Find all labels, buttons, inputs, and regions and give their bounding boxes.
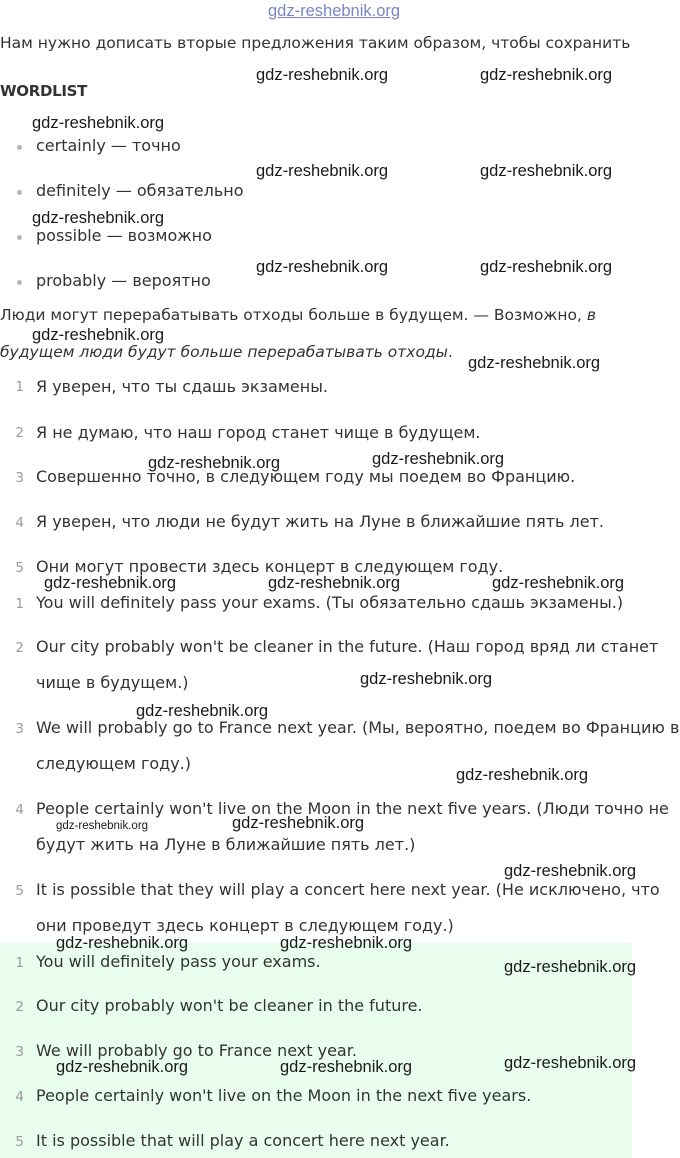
example-italic: в	[586, 306, 596, 324]
translation-line: People certainly won't live on the Moon in the next five years. (Люди точно не	[36, 799, 669, 818]
watermark: gdz-reshebnik.org	[136, 702, 269, 720]
answer-sentence: We will probably go to France next year.	[36, 1041, 357, 1060]
bullet-icon	[17, 280, 22, 285]
example-line-2	[0, 343, 453, 361]
watermark: gdz-reshebnik.org	[480, 162, 613, 180]
watermark: gdz-reshebnik.org	[360, 670, 493, 688]
bullet-icon	[17, 190, 22, 195]
watermark: gdz-reshebnik.org	[504, 862, 637, 880]
translation-line: они проведут здесь концерт в следующем году.)	[36, 916, 454, 935]
item-number: 1	[15, 955, 24, 971]
site-watermark-link[interactable]: gdz-reshebnik.org	[268, 2, 401, 20]
wordlist-title: WORDLIST	[0, 82, 88, 100]
watermark: gdz-reshebnik.org	[56, 1058, 189, 1076]
example-end: .	[447, 343, 453, 361]
answer-sentence: It is possible that will play a concert here next year.	[36, 1131, 450, 1150]
example-plain: Люди могут перерабатывать отходы больше в будущем. — Возможно,	[0, 306, 587, 324]
task-sentence: Они могут провести здесь концерт в следующем году.	[36, 557, 504, 576]
item-number: 5	[15, 1134, 24, 1150]
item-number: 2	[15, 640, 24, 656]
wordlist-item-text: probably — вероятно	[36, 271, 211, 290]
watermark: gdz-reshebnik.org	[468, 354, 601, 372]
bullet-icon	[17, 235, 22, 240]
watermark: gdz-reshebnik.org	[32, 209, 165, 227]
example-italic: будущем люди будут больше перерабатывать отходы	[0, 343, 448, 361]
translation-line: We will probably go to France next year. (Мы, вероятно, поедем во Францию в	[36, 718, 680, 737]
watermark: gdz-reshebnik.org	[32, 326, 165, 344]
item-number: 4	[15, 802, 24, 818]
translation-line: You will definitely pass your exams. (Ты обязательно сдашь экзамены.)	[36, 593, 624, 612]
example-line-1	[0, 306, 596, 324]
bullet-icon	[17, 145, 22, 150]
item-number: 3	[15, 721, 24, 737]
watermark: gdz-reshebnik.org	[256, 162, 389, 180]
item-number: 2	[15, 999, 24, 1015]
wordlist-item-text: possible — возможно	[36, 226, 212, 245]
watermark: gdz-reshebnik.org	[372, 450, 505, 468]
task-sentence: Я уверен, что ты сдашь экзамены.	[36, 377, 328, 396]
wordlist-item-text: definitely — обязательно	[36, 181, 244, 200]
answer-sentence: You will definitely pass your exams.	[36, 952, 321, 971]
task-sentence: Я не думаю, что наш город станет чище в будущем.	[36, 423, 481, 442]
task-sentence: Совершенно точно, в следующем году мы поедем во Францию.	[36, 467, 576, 486]
item-number: 3	[15, 1044, 24, 1060]
watermark: gdz-reshebnik.org	[456, 766, 589, 784]
item-number: 5	[15, 560, 24, 576]
watermark: gdz-reshebnik.org	[480, 258, 613, 276]
watermark: gdz-reshebnik.org	[280, 1058, 413, 1076]
watermark: gdz-reshebnik.org	[148, 454, 281, 472]
answer-sentence: Our city probably won't be cleaner in the future.	[36, 996, 423, 1015]
item-number: 2	[15, 425, 24, 441]
translation-line: чище в будущем.)	[36, 673, 189, 692]
translation-line: Our city probably won't be cleaner in the future. (Наш город вряд ли станет	[36, 637, 659, 656]
watermark: gdz-reshebnik.org	[56, 820, 149, 832]
item-number: 4	[15, 1089, 24, 1105]
answer-sentence: People certainly won't live on the Moon in the next five years.	[36, 1086, 532, 1105]
item-number: 3	[15, 470, 24, 486]
item-number: 1	[15, 379, 24, 395]
translation-line: будут жить на Луне в ближайшие пять лет.)	[36, 835, 416, 854]
watermark: gdz-reshebnik.org	[32, 114, 165, 132]
watermark: gdz-reshebnik.org	[480, 66, 613, 84]
watermark: gdz-reshebnik.org	[256, 66, 389, 84]
wordlist-item-text: certainly — точно	[36, 136, 181, 155]
watermark: gdz-reshebnik.org	[280, 934, 413, 952]
watermark: gdz-reshebnik.org	[232, 814, 365, 832]
watermark: gdz-reshebnik.org	[56, 934, 189, 952]
translation-line: следующем году.)	[36, 754, 191, 773]
item-number: 5	[15, 883, 24, 899]
translation-line: It is possible that they will play a concert here next year. (Не исключено, что	[36, 880, 660, 899]
intro-text: Нам нужно дописать вторые предложения таким образом, чтобы сохранить	[0, 34, 631, 52]
item-number: 1	[15, 596, 24, 612]
watermark: gdz-reshebnik.org	[44, 574, 177, 592]
watermark: gdz-reshebnik.org	[504, 958, 637, 976]
watermark: gdz-reshebnik.org	[268, 574, 401, 592]
watermark: gdz-reshebnik.org	[504, 1054, 637, 1072]
task-sentence: Я уверен, что люди не будут жить на Луне в ближайшие пять лет.	[36, 512, 605, 531]
watermark: gdz-reshebnik.org	[492, 574, 625, 592]
item-number: 4	[15, 515, 24, 531]
watermark: gdz-reshebnik.org	[256, 258, 389, 276]
